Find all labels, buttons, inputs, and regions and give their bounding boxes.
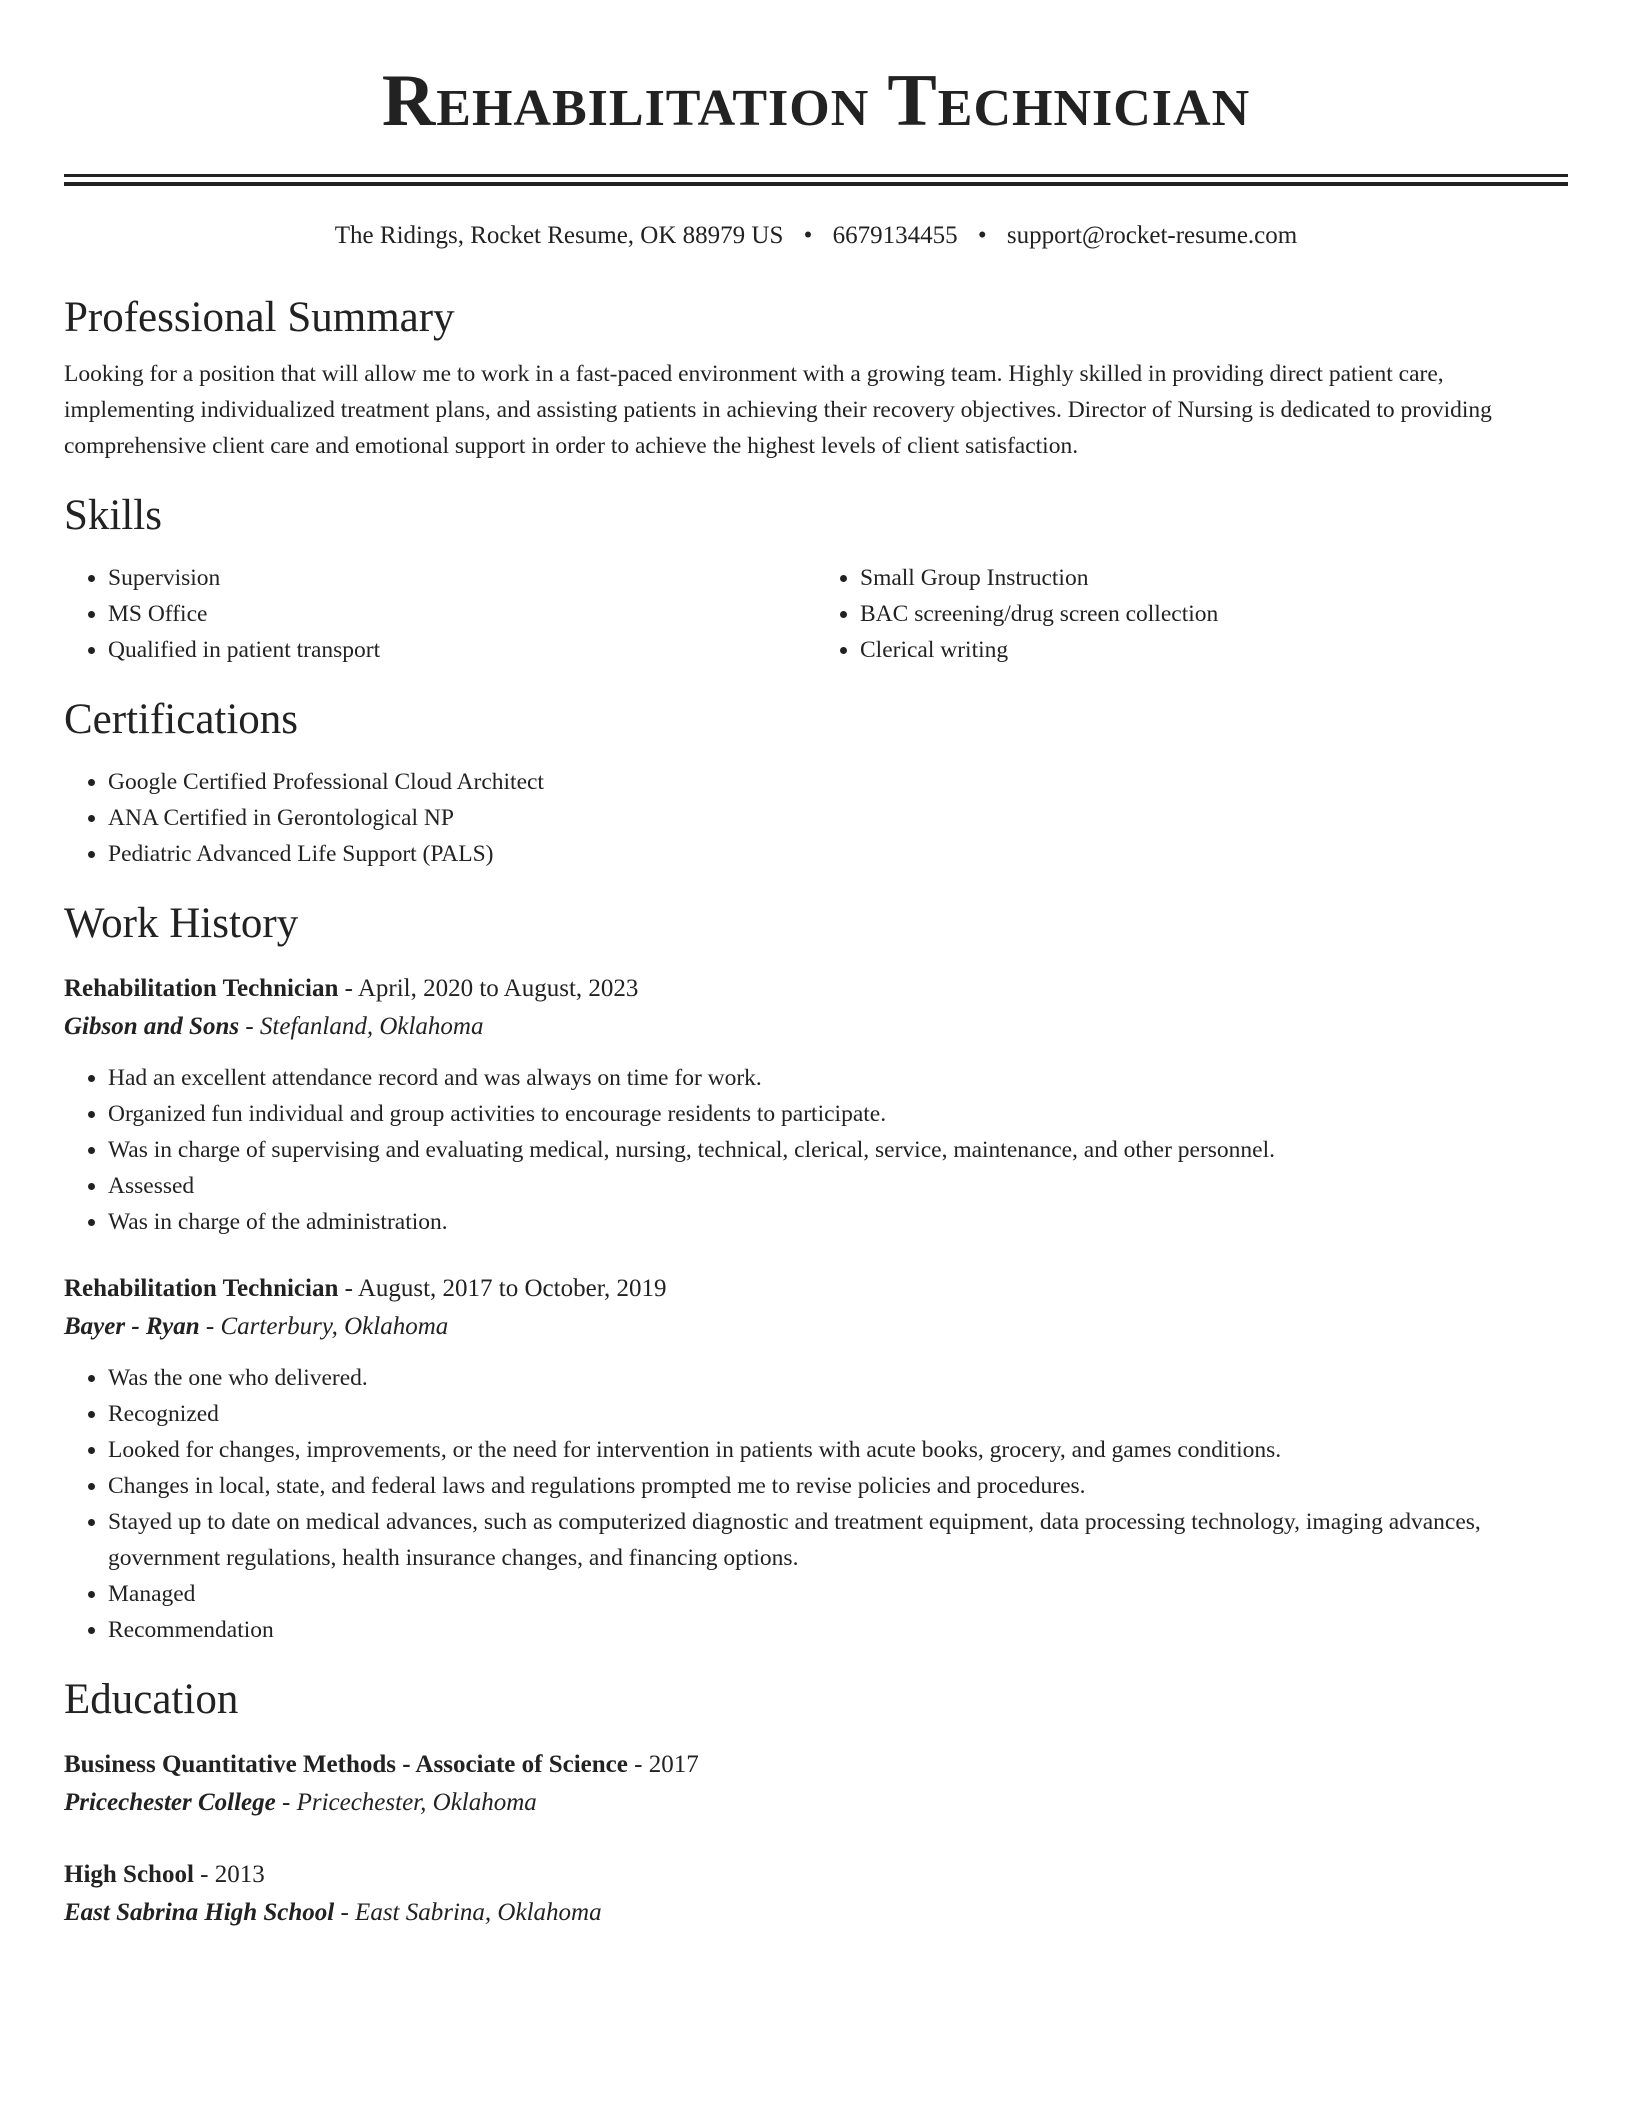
job-employer xyxy=(64,1308,1568,1346)
job-location: - Stefanland, Oklahoma xyxy=(239,1013,484,1040)
job-entry xyxy=(64,970,1568,1240)
contact-separator: • xyxy=(803,222,813,249)
job-bullet: • Assessed xyxy=(108,1168,1568,1204)
skills-section xyxy=(64,490,1568,668)
education-school: Pricechester College xyxy=(64,1789,276,1816)
education-header xyxy=(64,1856,1568,1894)
education-location: - Pricechester, Oklahoma xyxy=(275,1789,537,1816)
header-divider xyxy=(64,174,1568,186)
job-employer xyxy=(64,1008,1568,1046)
job-bullet: • Was in charge of the administration. xyxy=(108,1204,1568,1240)
certifications-heading: Certifications xyxy=(64,696,299,743)
education-header xyxy=(64,1746,1568,1784)
skill-item: • Supervision xyxy=(108,560,816,596)
education-year: - 2017 xyxy=(627,1751,699,1778)
contact-phone: 6679134455 xyxy=(832,222,958,249)
job-bullet: • Stayed up to date on medical advances, such as computerized diagnostic and treatment equipment, data processing technology, imaging advances, government regulations, health insurance changes, and financing options. xyxy=(108,1504,1568,1576)
job-bullet: • Was in charge of supervising and evaluating medical, nursing, technical, clerical, service, maintenance, and other personnel. xyxy=(108,1132,1568,1168)
skills-list-left xyxy=(64,560,816,668)
work-history-heading: Work History xyxy=(64,900,299,947)
job-bullet: • Recommendation xyxy=(108,1612,1568,1648)
certifications-list xyxy=(64,764,1568,872)
job-dates: - August, 2017 to October, 2019 xyxy=(338,1275,667,1302)
job-bullets xyxy=(64,1360,1568,1648)
skills-heading: Skills xyxy=(64,492,162,539)
job-entry xyxy=(64,1270,1568,1648)
skills-grid xyxy=(64,560,1568,668)
job-bullet: • Organized fun individual and group activities to encourage residents to participate. xyxy=(108,1096,1568,1132)
job-bullet: • Changes in local, state, and federal laws and regulations prompted me to revise policies and procedures. xyxy=(108,1468,1568,1504)
education-entry xyxy=(64,1856,1568,1932)
job-bullet: • Was the one who delivered. xyxy=(108,1360,1568,1396)
summary-text: Looking for a position that will allow me to work in a fast-paced environment with a growing team. Highly skilled in providing direct patient care, implementing individualized treatment plans, and assisting patients in achieving their recovery objectives. Director of Nursing is dedicated to providing comprehensive client care and emotional support in order to achieve the highest levels of client satisfaction. xyxy=(64,361,1492,459)
skill-item: • Clerical writing xyxy=(860,632,1568,668)
education-location: - East Sabrina, Oklahoma xyxy=(334,1899,602,1926)
job-company: Gibson and Sons xyxy=(64,1013,240,1040)
education-school-line xyxy=(64,1894,1568,1932)
education-degree: High School xyxy=(64,1861,194,1888)
job-bullet: • Recognized xyxy=(108,1396,1568,1432)
summary-heading: Professional Summary xyxy=(64,294,455,341)
job-dates: - April, 2020 to August, 2023 xyxy=(338,975,639,1002)
education-school: East Sabrina High School xyxy=(64,1899,335,1926)
skills-list-right xyxy=(816,560,1568,668)
job-bullet: • Had an excellent attendance record and was always on time for work. xyxy=(108,1060,1568,1096)
education-entry xyxy=(64,1746,1568,1822)
contact-email: support@rocket-resume.com xyxy=(1006,222,1298,249)
summary-section xyxy=(64,292,1568,464)
skill-item: • MS Office xyxy=(108,596,816,632)
contact-line xyxy=(64,220,1568,252)
certification-item: • ANA Certified in Gerontological NP xyxy=(108,800,1568,836)
job-header xyxy=(64,1270,1568,1308)
education-year: - 2013 xyxy=(193,1861,265,1888)
certification-item: • Google Certified Professional Cloud Architect xyxy=(108,764,1568,800)
job-role: Rehabilitation Technician xyxy=(64,1275,339,1302)
job-role: Rehabilitation Technician xyxy=(64,975,339,1002)
job-bullets xyxy=(64,1060,1568,1240)
job-header xyxy=(64,970,1568,1008)
certification-item: • Pediatric Advanced Life Support (PALS) xyxy=(108,836,1568,872)
job-location: - Carterbury, Oklahoma xyxy=(199,1313,449,1340)
certifications-section xyxy=(64,694,1568,872)
candidate-name: Rehabilitation Technician xyxy=(381,60,1251,142)
job-company: Bayer - Ryan xyxy=(64,1313,200,1340)
skill-item: • BAC screening/drug screen collection xyxy=(860,596,1568,632)
contact-address: The Ridings, Rocket Resume, OK 88979 US xyxy=(334,222,784,249)
work-history-section xyxy=(64,898,1568,1648)
contact-separator: • xyxy=(977,222,987,249)
job-bullet: • Looked for changes, improvements, or the need for intervention in patients with acute books, grocery, and games conditions. xyxy=(108,1432,1568,1468)
education-school-line xyxy=(64,1784,1568,1822)
skill-item: • Qualified in patient transport xyxy=(108,632,816,668)
skill-item: • Small Group Instruction xyxy=(860,560,1568,596)
education-section xyxy=(64,1674,1568,1932)
job-bullet: • Managed xyxy=(108,1576,1568,1612)
education-degree: Business Quantitative Methods - Associate of Science xyxy=(64,1751,628,1778)
education-heading: Education xyxy=(64,1676,239,1723)
